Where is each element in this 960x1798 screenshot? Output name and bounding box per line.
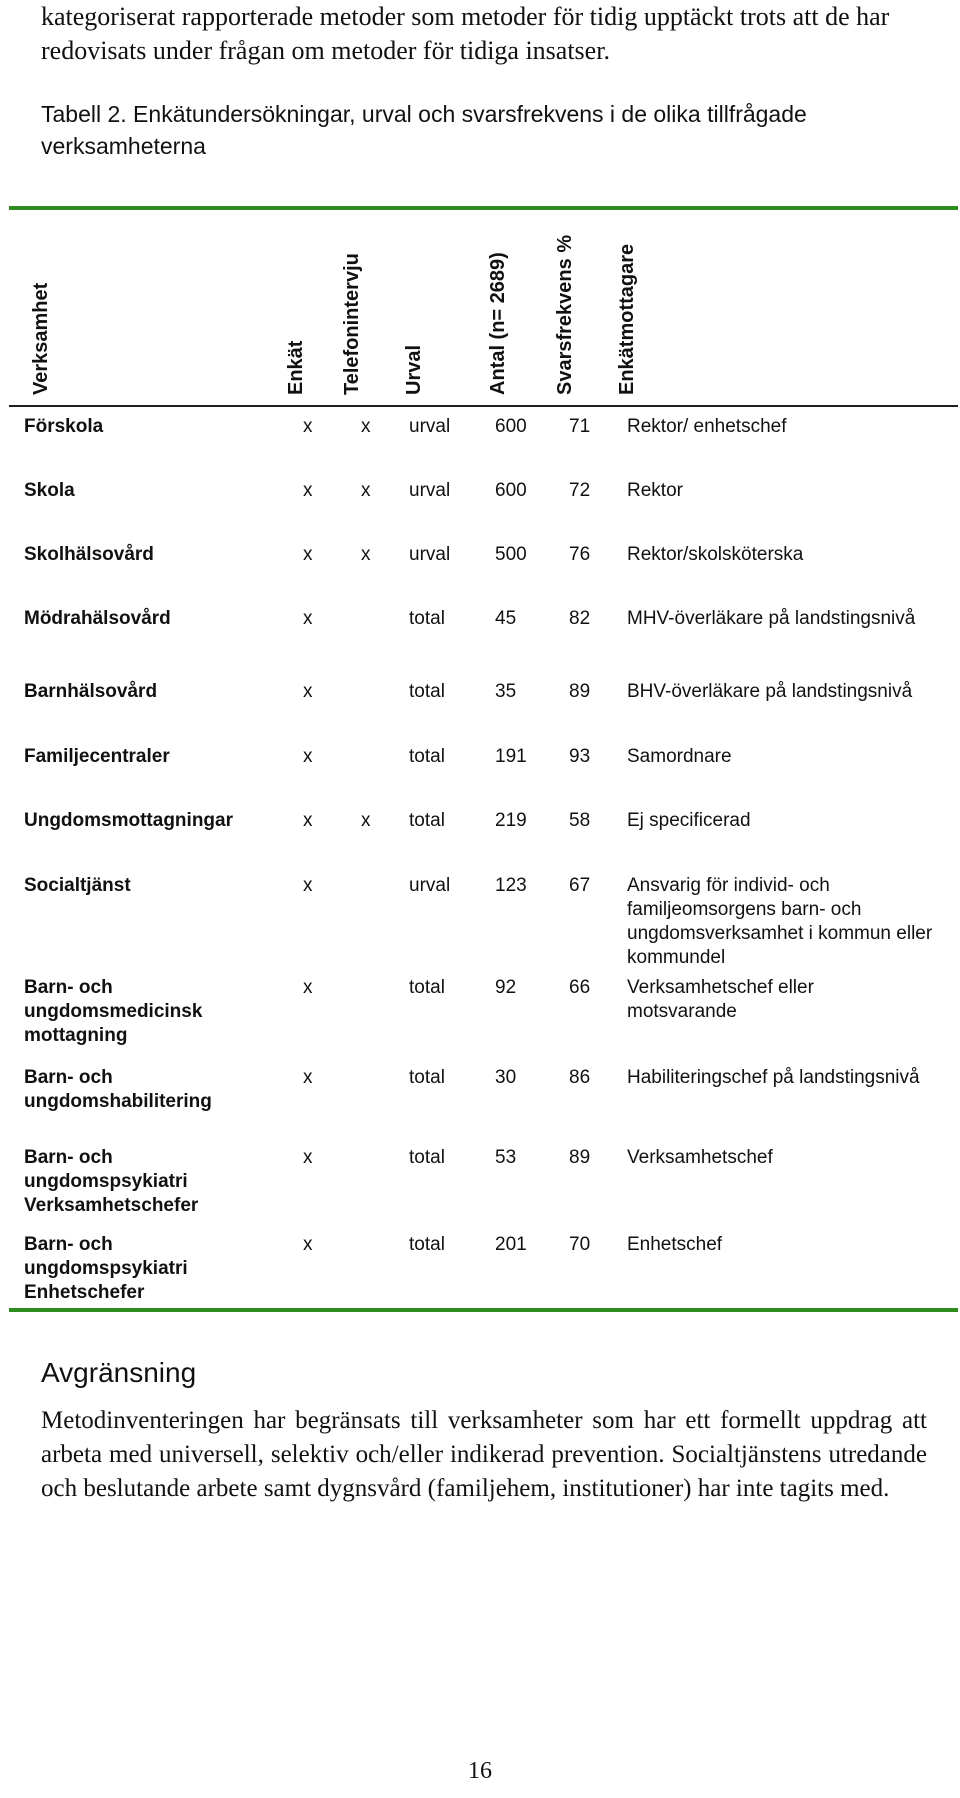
cell-verksamhet: Familjecentraler	[24, 746, 170, 767]
cell-telefonintervju: x	[361, 416, 371, 437]
cell-urval: total	[409, 1067, 445, 1088]
cell-urval: urval	[409, 544, 451, 565]
section-heading: Avgränsning	[41, 1357, 197, 1388]
cell-svarsfrekvens: 71	[569, 416, 591, 437]
cell-verksamhet: Förskola	[24, 416, 104, 437]
cell-enkat: x	[303, 480, 313, 501]
cell-enkatmottagare: Habiliteringschef på landstingsnivå	[627, 1067, 920, 1088]
header-enkatmottagare: Enkätmottagare	[616, 243, 638, 395]
cell-verksamhet: Socialtjänst	[24, 875, 131, 896]
cell-enkatmottagare: Ej specificerad	[627, 810, 751, 831]
cell-antal: 30	[495, 1067, 517, 1088]
cell-svarsfrekvens: 58	[569, 810, 591, 831]
cell-telefonintervju: x	[361, 810, 371, 831]
cell-enkat: x	[303, 875, 313, 896]
cell-enkat: x	[303, 608, 313, 629]
cell-verksamhet: Barn- och ungdomspsykiatri Enhetschefer	[24, 1234, 188, 1303]
cell-urval: total	[409, 681, 445, 702]
cell-antal: 53	[495, 1147, 517, 1168]
page-number: 16	[468, 1758, 492, 1784]
cell-antal: 35	[495, 681, 517, 702]
cell-enkat: x	[303, 746, 313, 767]
cell-enkat: x	[303, 1234, 313, 1255]
cell-enkatmottagare: Ansvarig för individ- och familjeomsorgens barn- och ungdomsverksamhet i kommun eller kommundel	[627, 875, 933, 968]
cell-telefonintervju: x	[361, 480, 371, 501]
cell-svarsfrekvens: 93	[569, 746, 591, 767]
cell-svarsfrekvens: 86	[569, 1067, 591, 1088]
cell-verksamhet: Barn- och ungdomspsykiatri Verksamhetschefer	[24, 1147, 199, 1216]
cell-enkatmottagare: Verksamhetschef eller motsvarande	[627, 977, 814, 1022]
cell-svarsfrekvens: 76	[569, 544, 591, 565]
cell-enkat: x	[303, 1067, 313, 1088]
cell-urval: urval	[409, 416, 451, 437]
cell-antal: 600	[495, 416, 527, 437]
header-telefonintervju: Telefonintervju	[341, 253, 363, 395]
cell-verksamhet: Barnhälsovård	[24, 681, 158, 702]
cell-enkatmottagare: Rektor	[627, 480, 683, 501]
header-verksamhet: Verksamhet	[30, 282, 52, 395]
cell-enkat: x	[303, 416, 313, 437]
intro-paragraph: kategoriserat rapporterade metoder som metoder för tidig upptäckt trots att de har redovisats under frågan om metoder för tidiga insatser.	[41, 2, 890, 65]
cell-antal: 600	[495, 480, 527, 501]
cell-antal: 500	[495, 544, 527, 565]
cell-telefonintervju: x	[361, 544, 371, 565]
cell-urval: total	[409, 1147, 445, 1168]
cell-enkat: x	[303, 681, 313, 702]
cell-enkatmottagare: Samordnare	[627, 746, 732, 767]
cell-svarsfrekvens: 82	[569, 608, 591, 629]
cell-antal: 92	[495, 977, 517, 998]
cell-enkatmottagare: Rektor/skolsköterska	[627, 544, 804, 565]
section-paragraph: Metodinventeringen har begränsats till verksamheter som har ett formellt uppdrag att arbeta med universell, selektiv och/eller indikerad prevention. Socialtjänstens utredande och beslutande arbete samt dygnsvård (familjehem, institutioner) har inte tagits med.	[41, 1407, 927, 1502]
table-header-rule	[9, 405, 958, 407]
cell-svarsfrekvens: 66	[569, 977, 591, 998]
header-enkat: Enkät	[285, 340, 307, 395]
cell-enkat: x	[303, 810, 313, 831]
header-antal: Antal (n= 2689)	[487, 252, 509, 395]
cell-verksamhet: Barn- och ungdomshabilitering	[24, 1067, 212, 1112]
cell-antal: 219	[495, 810, 527, 831]
cell-urval: urval	[409, 480, 451, 501]
cell-enkat: x	[303, 1147, 313, 1168]
cell-urval: total	[409, 1234, 445, 1255]
cell-verksamhet: Skolhälsovård	[24, 544, 154, 565]
cell-urval: total	[409, 746, 445, 767]
cell-enkat: x	[303, 544, 313, 565]
table-caption: Tabell 2. Enkätundersökningar, urval och svarsfrekvens i de olika tillfrågade verksamheterna	[41, 101, 807, 159]
cell-enkat: x	[303, 977, 313, 998]
table-top-rule	[9, 206, 958, 210]
cell-verksamhet: Skola	[24, 480, 75, 501]
cell-antal: 123	[495, 875, 527, 896]
cell-enkatmottagare: Rektor/ enhetschef	[627, 416, 787, 437]
cell-svarsfrekvens: 89	[569, 1147, 591, 1168]
cell-urval: total	[409, 608, 445, 629]
cell-urval: urval	[409, 875, 451, 896]
cell-enkatmottagare: Verksamhetschef	[627, 1147, 773, 1168]
cell-urval: total	[409, 977, 445, 998]
cell-svarsfrekvens: 67	[569, 875, 591, 896]
cell-svarsfrekvens: 70	[569, 1234, 591, 1255]
header-svarsfrekvens: Svarsfrekvens %	[554, 234, 576, 395]
cell-urval: total	[409, 810, 445, 831]
cell-svarsfrekvens: 89	[569, 681, 591, 702]
cell-enkatmottagare: Enhetschef	[627, 1234, 723, 1255]
cell-enkatmottagare: MHV-överläkare på landstingsnivå	[627, 608, 916, 629]
cell-antal: 45	[495, 608, 517, 629]
cell-enkatmottagare: BHV-överläkare på landstingsnivå	[627, 681, 913, 702]
cell-antal: 201	[495, 1234, 527, 1255]
cell-verksamhet: Barn- och ungdomsmedicinsk mottagning	[24, 977, 203, 1046]
header-urval: Urval	[403, 344, 425, 395]
cell-verksamhet: Mödrahälsovård	[24, 608, 171, 629]
cell-verksamhet: Ungdomsmottagningar	[24, 810, 233, 831]
cell-svarsfrekvens: 72	[569, 480, 591, 501]
table-bottom-rule	[9, 1308, 958, 1312]
cell-antal: 191	[495, 746, 527, 767]
